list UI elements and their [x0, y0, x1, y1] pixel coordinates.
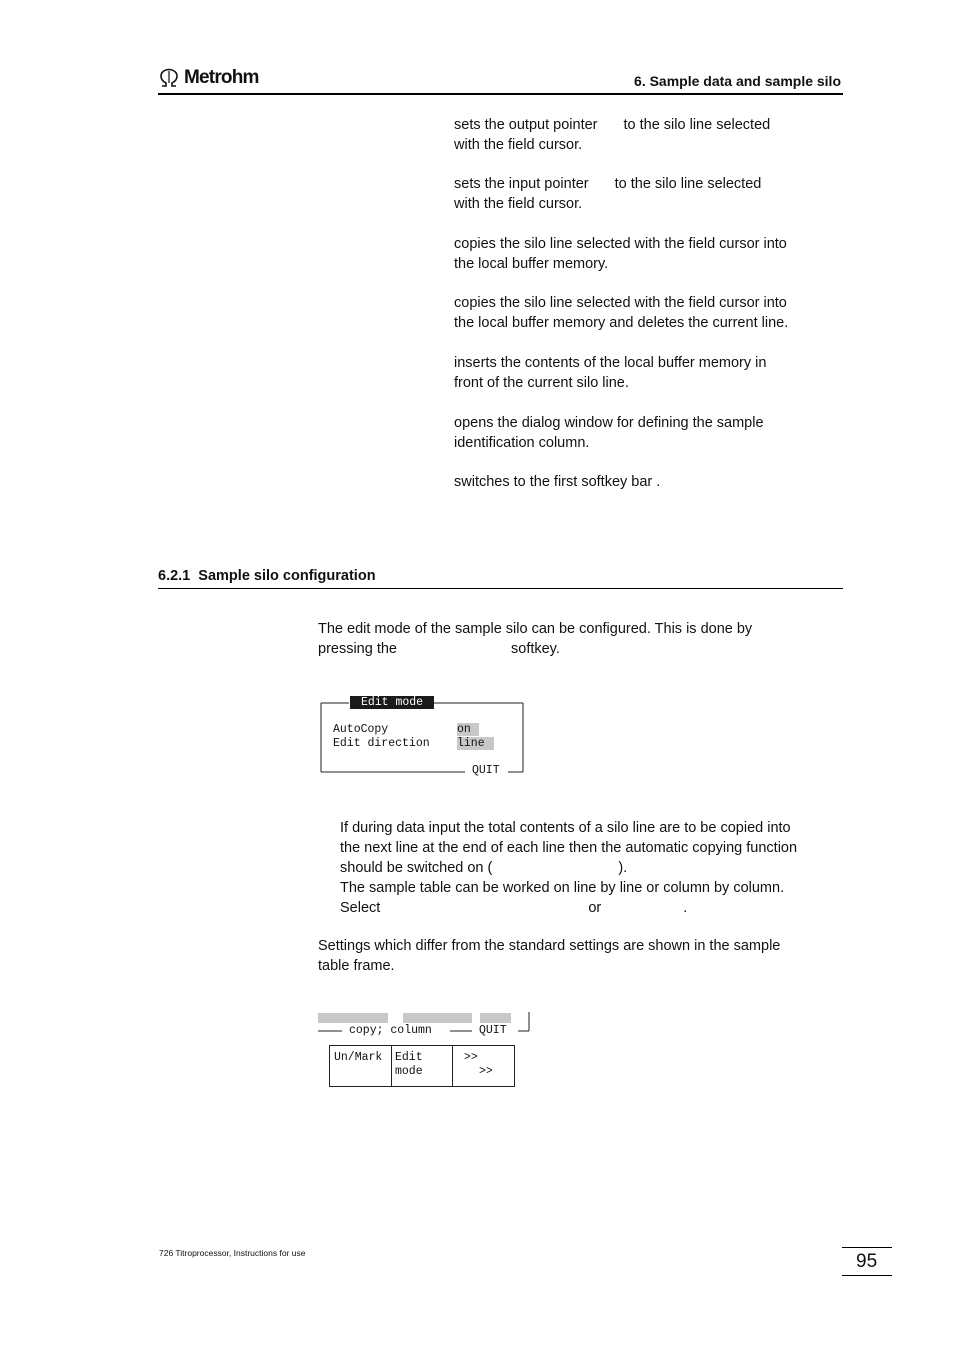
softkey-next-bar[interactable]: >> >> — [464, 1051, 493, 1078]
section-intro: The edit mode of the sample silo can be configured. This is done by pressing the softkey. — [318, 621, 753, 657]
autocopy-explanation-2: the next line at the end of each line then the automatic copying function — [340, 840, 798, 856]
description-sample-id: opens the dialog window for defining the sample identification column. — [454, 415, 764, 451]
table-frame-display — [318, 1010, 538, 1090]
chapter-title: 6. Sample data and sample silo — [634, 73, 841, 89]
description-first-bar: switches to the first softkey bar . — [454, 474, 661, 490]
softkey-edit-mode[interactable]: Edit mode — [392, 1046, 453, 1086]
section-heading: 6.2.1 Sample silo configuration — [158, 568, 376, 584]
header-rule — [158, 93, 843, 95]
autocopy-value[interactable]: on — [457, 723, 479, 736]
page-number: 95 — [856, 1251, 878, 1272]
settings-note: Settings which differ from the standard settings are shown in the sample table frame. — [318, 938, 781, 974]
edit-mode-title: Edit mode — [350, 696, 434, 709]
direction-explanation-2: Select or . — [340, 900, 688, 916]
autocopy-label: AutoCopy — [333, 723, 389, 736]
softkey-bar — [329, 1045, 515, 1087]
logo-text: Metrohm — [184, 67, 259, 88]
autocopy-explanation-3: should be switched on ( ). — [340, 860, 628, 876]
page-number-rule-bottom — [842, 1275, 892, 1276]
edit-mode-window — [318, 696, 528, 778]
page-number-rule-top — [842, 1247, 892, 1248]
description-output-pointer: sets the output pointer to the silo line selected with the field cursor. — [454, 117, 771, 153]
description-insert: inserts the contents of the local buffer memory in front of the current silo line. — [454, 355, 767, 391]
frame-status-text: copy; column — [349, 1024, 432, 1037]
edit-direction-label: Edit direction — [333, 737, 430, 750]
manual-title: 726 Titroprocessor, Instructions for use — [159, 1248, 306, 1258]
explanation-block — [340, 818, 840, 918]
section-rule — [158, 588, 843, 589]
frame-quit-softkey[interactable]: QUIT — [479, 1024, 507, 1037]
description-cut: copies the silo line selected with the field cursor into the local buffer memory and deletes the current line. — [454, 295, 789, 331]
direction-explanation-1: The sample table can be worked on line by line or column by column. — [340, 880, 785, 896]
description-input-pointer: sets the input pointer to the silo line selected with the field cursor. — [454, 176, 762, 212]
quit-softkey[interactable]: QUIT — [472, 764, 500, 777]
metrohm-logo — [158, 67, 259, 89]
edit-direction-value[interactable]: line — [457, 737, 494, 750]
autocopy-explanation-1: If during data input the total contents of a silo line are to be copied into — [340, 820, 791, 836]
omega-logo-icon — [158, 68, 180, 88]
description-copy: copies the silo line selected with the field cursor into the local buffer memory. — [454, 236, 787, 272]
softkey-unmark[interactable]: Un/Mark — [330, 1046, 392, 1086]
